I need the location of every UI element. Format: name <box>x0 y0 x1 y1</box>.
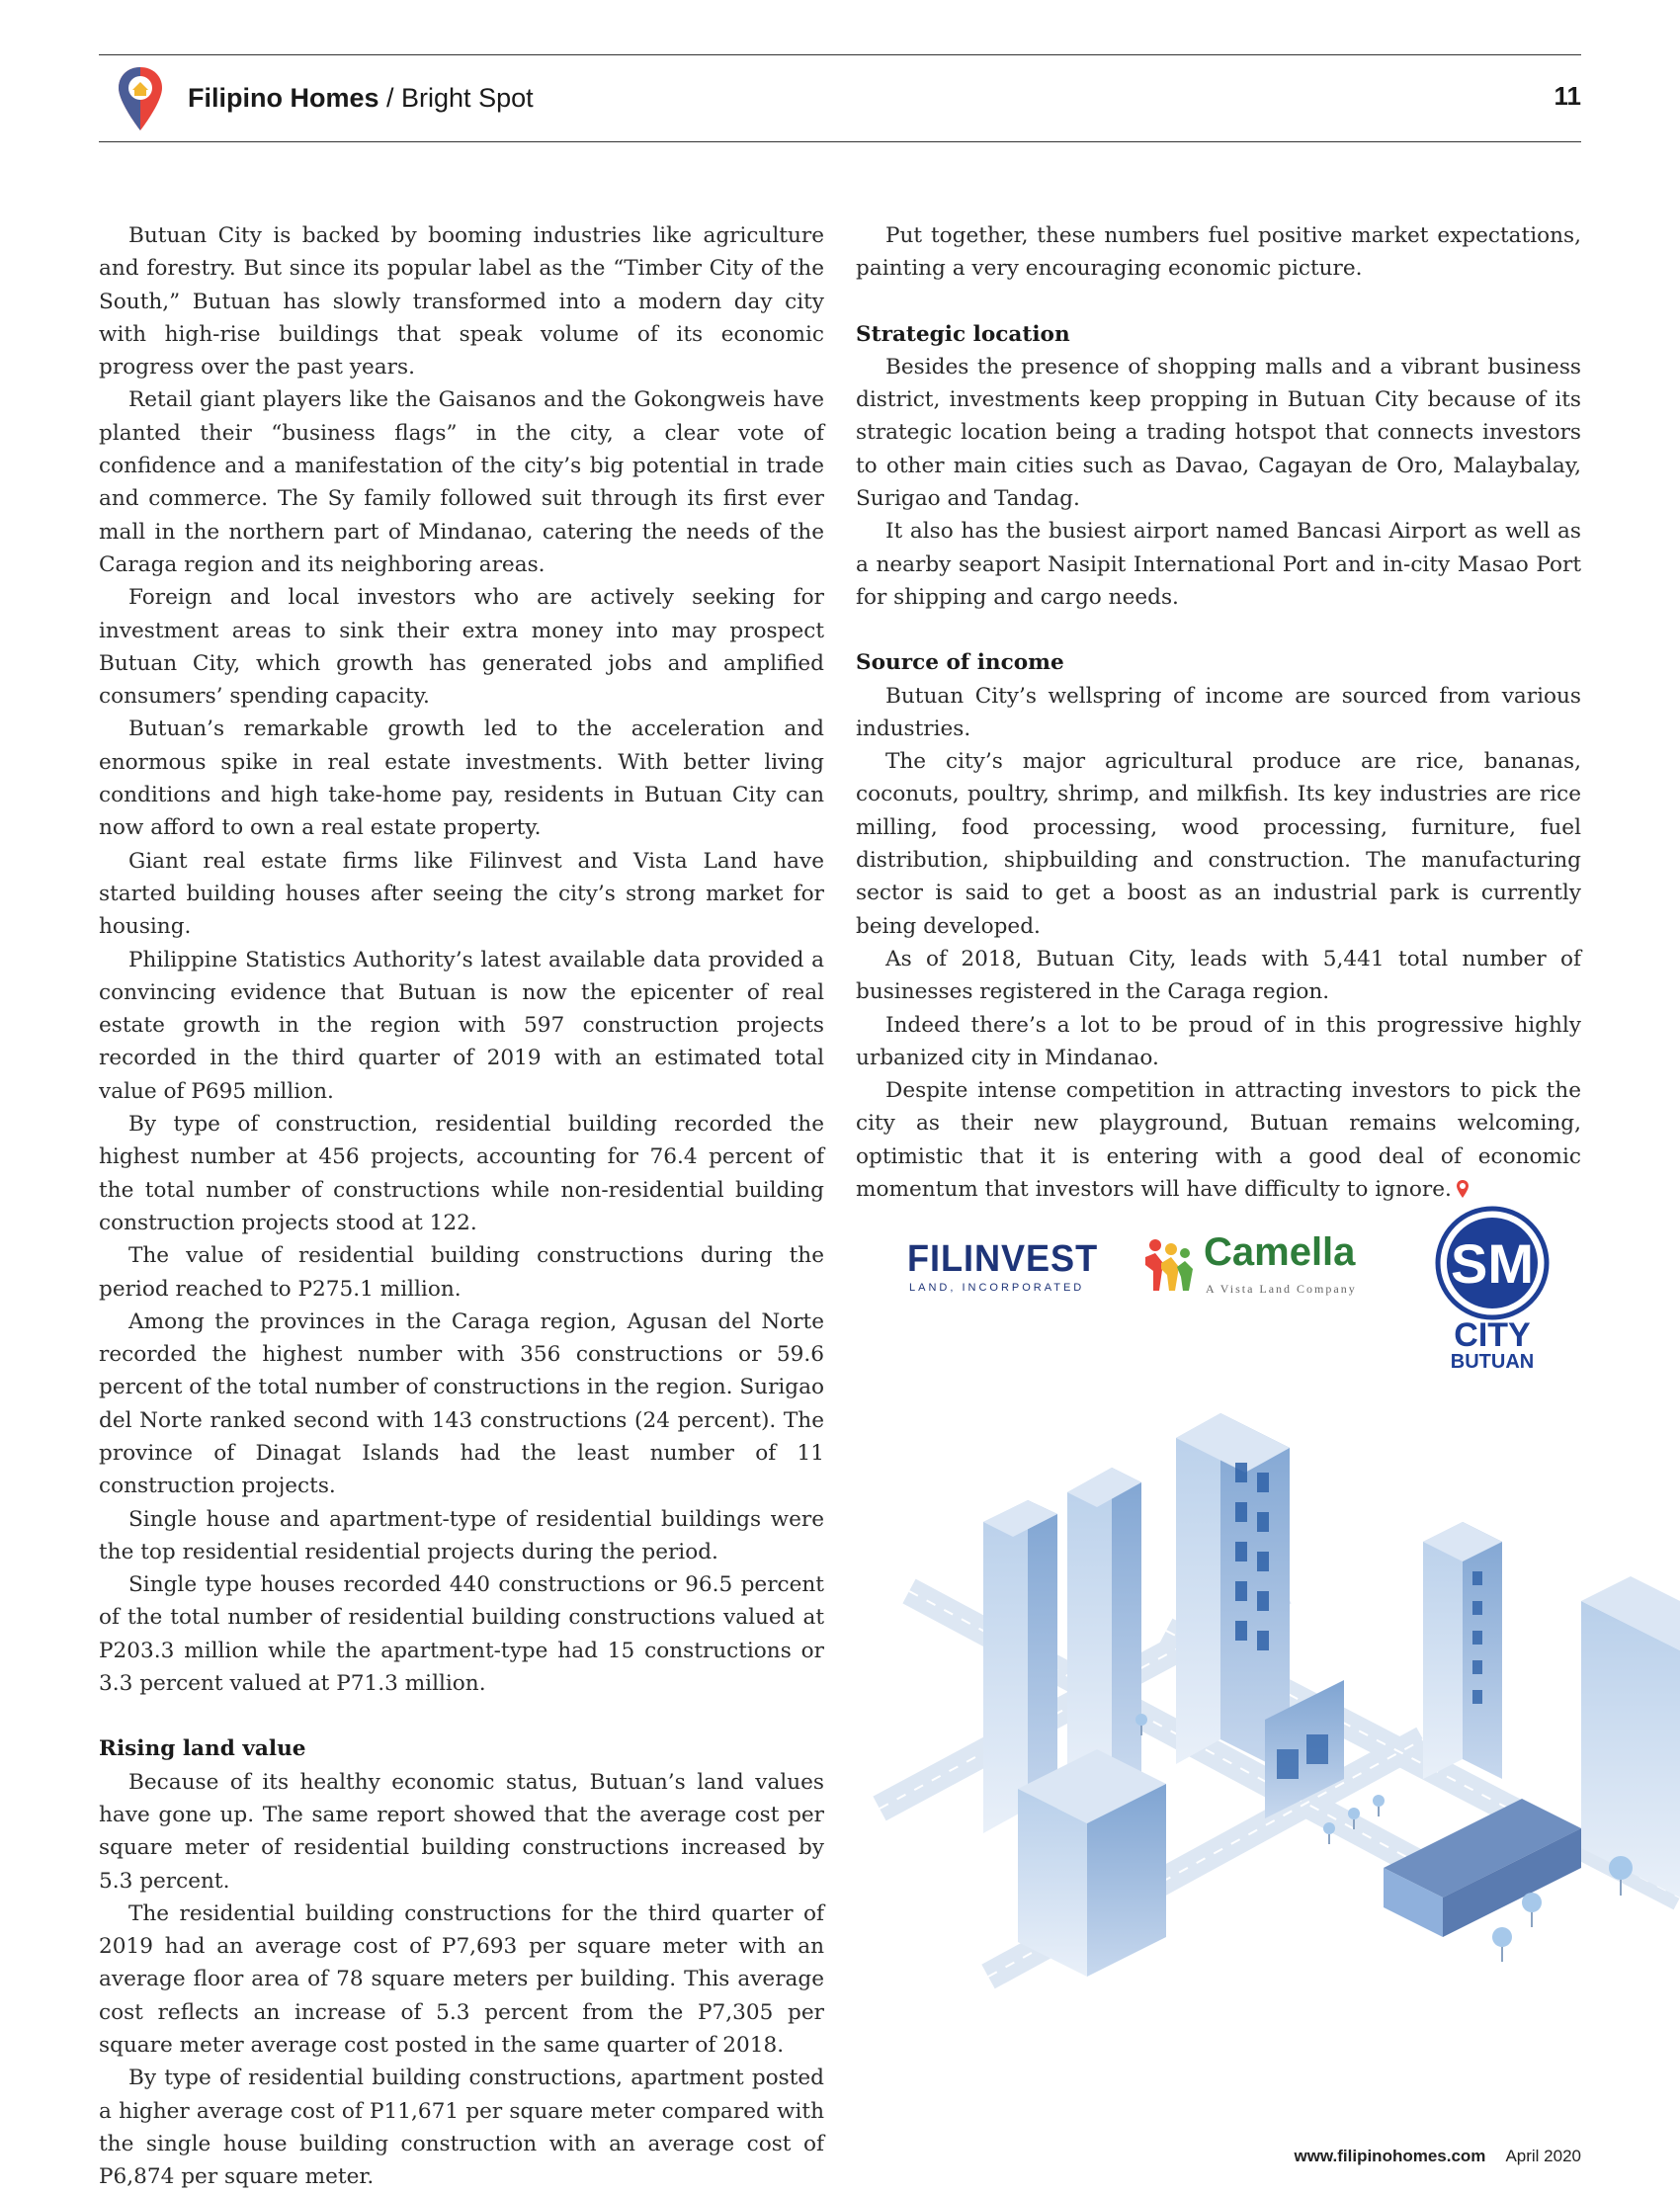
section-heading: Source of income <box>856 650 1064 676</box>
article-paragraph <box>99 1503 824 1569</box>
section-heading: Strategic location <box>856 321 1070 347</box>
paragraph-text: Indeed there’s a lot to be proud of in this progressive highly urbanized city in Mindanao. <box>856 1012 1581 1070</box>
article-paragraph <box>99 383 824 581</box>
article-paragraph <box>856 1074 1581 1206</box>
filinvest-tagline: LAND, INCORPORATED <box>909 1282 1085 1294</box>
paragraph-text: The residential building constructions for the third quarter of 2019 had an average cost of P7,693 per square meter with an average floor area of 78 square meters per building. This average cost reflects an increase of 5.3 percent from the P7,305 per square meter average cost posted in the same quarter of 2018. <box>99 1900 824 2059</box>
paragraph-text: The city’s major agricultural produce are rice, bananas, coconuts, poultry, shrimp, and milkfish. Its key industries are rice milling, food processing, wood processing, furniture, fuel distribution, shipbuilding and construction. The manufacturing sector is said to get a boost as an industrial park is currently being developed. <box>856 749 1581 939</box>
header-bottom-rule <box>99 141 1581 142</box>
article-paragraph <box>99 1306 824 1503</box>
article-paragraph <box>856 745 1581 943</box>
section-heading: Rising land value <box>99 1736 306 1762</box>
filinvest-logo: FILINVEST <box>907 1238 1099 1280</box>
article-right-column <box>856 219 1581 1206</box>
paragraph-text: Philippine Statistics Authority’s latest available data provided a convincing evidence that Butuan is now the epicenter of real estate growth in the region with 597 construction projects recorded in the third quarter of 2019 with an estimated total value of P695 million. <box>99 947 824 1104</box>
section-spacer <box>99 1700 824 1732</box>
article-paragraph <box>856 219 1581 286</box>
paragraph-text: By type of construction, residential building recorded the highest number at 456 projects, accounting for 76.4 percent of the total number of constructions while non-residential building construction projects stood at 122. <box>99 1112 824 1235</box>
paragraph-text: Among the provinces in the Caraga region, Agusan del Norte recorded the highest number with 356 constructions or 59.6 percent of the total number of constructions in the region. Surigao del Norte ranked second with 143 constructions (24 percent). The province of Dinagat Islands had the least number of 11 construction projects. <box>99 1308 824 1499</box>
paragraph-text: Retail giant players like the Gaisanos and the Gokongweis have planted their “business flags” in the city, a clear vote of confidence and a manifestation of the city’s big potential in trade and commerce. The Sy family followed suit through its first ever mall in the northern part of Mindanao, catering the needs of the Caraga region and its neighboring areas. <box>99 387 824 577</box>
paragraph-text: Butuan City’s wellspring of income are sourced from various industries. <box>856 683 1581 741</box>
section-spacer <box>856 614 1581 646</box>
article-paragraph <box>99 1766 824 1898</box>
article-end-pin-icon <box>1456 1179 1470 1199</box>
footer-issue-date: April 2020 <box>1505 2147 1581 2165</box>
paragraph-text: As of 2018, Butuan City, leads with 5,441 total number of businesses registered in the Caraga region. <box>856 946 1581 1005</box>
paragraph-text: Because of its healthy economic status, Butuan’s land values have gone up. The same report showed that the average cost per square meter of residential building constructions increased by 5.3 percent. <box>99 1769 824 1894</box>
sm-city-text: CITY <box>1454 1316 1531 1354</box>
article-paragraph <box>99 1568 824 1700</box>
isometric-city-illustration <box>870 1344 1680 1996</box>
camella-logo: Camella <box>1204 1230 1356 1274</box>
article-paragraph <box>99 845 824 944</box>
publication-title <box>188 83 534 114</box>
page-footer <box>1294 2147 1581 2166</box>
paragraph-text: Put together, these numbers fuel positive market expectations, painting a very encouraging economic picture. <box>856 223 1581 282</box>
section-spacer <box>856 286 1581 318</box>
camella-tagline: A Vista Land Company <box>1206 1282 1357 1296</box>
article-paragraph <box>99 581 824 713</box>
camella-figures-icon <box>1141 1235 1196 1293</box>
article-paragraph <box>856 1009 1581 1075</box>
article-paragraph <box>99 1239 824 1306</box>
paragraph-text: By type of residential building constructions, apartment posted a higher average cost of P11,671 per square meter compared with the single house building construction with an average cost of P6,874 per square meter. <box>99 2066 824 2190</box>
title-separator: / <box>378 83 402 113</box>
map-pin-house-icon <box>116 65 165 134</box>
article-paragraph <box>99 1898 824 2062</box>
publication-brand: Filipino Homes <box>188 83 379 113</box>
article-paragraph <box>99 219 824 383</box>
header-top-rule <box>99 54 1581 55</box>
article-paragraph <box>99 1108 824 1239</box>
article-paragraph <box>99 713 824 844</box>
paragraph-text: Single house and apartment-type of residential buildings were the top residential residential projects during the period. <box>99 1506 824 1564</box>
sm-monogram: SM <box>1451 1232 1534 1295</box>
paragraph-text: It also has the busiest airport named Bancasi Airport as well as a nearby seaport Nasipit International Port and in-city Masao Port for shipping and cargo needs. <box>856 519 1581 610</box>
article-paragraph <box>856 515 1581 614</box>
paragraph-text: Giant real estate firms like Filinvest and Vista Land have started building houses after seeing the city’s strong market for housing. <box>99 848 824 940</box>
article-paragraph <box>856 943 1581 1009</box>
paragraph-text: Besides the presence of shopping malls and a vibrant business district, investments keep propping in Butuan City because of its strategic location being a trading hotspot that connects investors to other main cities such as Davao, Cagayan de Oro, Malaybalay, Surigao and Tandag. <box>856 354 1581 512</box>
article-paragraph <box>99 944 824 1108</box>
article-paragraph <box>856 351 1581 515</box>
article-paragraph <box>856 680 1581 746</box>
paragraph-text: Foreign and local investors who are actively seeking for investment areas to sink their extra money into may prospect Butuan City, which growth has generated jobs and amplified consumers’ spending capacity. <box>99 585 824 710</box>
article-left-column <box>99 219 824 2194</box>
section-name: Bright Spot <box>401 83 534 113</box>
paragraph-text: The value of residential building constructions during the period reached to P275.1 million. <box>99 1243 824 1302</box>
paragraph-text: Butuan’s remarkable growth led to the acceleration and enormous spike in real estate investments. With better living conditions and high take-home pay, residents in Butuan City can now afford to own a real estate property. <box>99 717 824 841</box>
page-number: 11 <box>1554 81 1581 111</box>
paragraph-text: Butuan City is backed by booming industries like agriculture and forestry. But since its popular label as the “Timber City of the South,” Butuan has slowly transformed into a modern day city with high-rise buildings that speak volume of its economic progress over the past years. <box>99 223 824 380</box>
paragraph-text: Single type houses recorded 440 constructions or 96.5 percent of the total number of residential building constructions valued at P203.3 million while the apartment-type had 15 constructions or 3.3 percent valued at P71.3 million. <box>99 1572 824 1697</box>
paragraph-text: Despite intense competition in attracting investors to pick the city as their new playground, Butuan remains welcoming, optimistic that it is entering with a good deal of economic momentum that investors will have difficulty to ignore. <box>856 1078 1581 1203</box>
footer-website-link[interactable]: www.filipinohomes.com <box>1294 2147 1486 2165</box>
sm-butuan-text: BUTUAN <box>1450 1351 1535 1373</box>
